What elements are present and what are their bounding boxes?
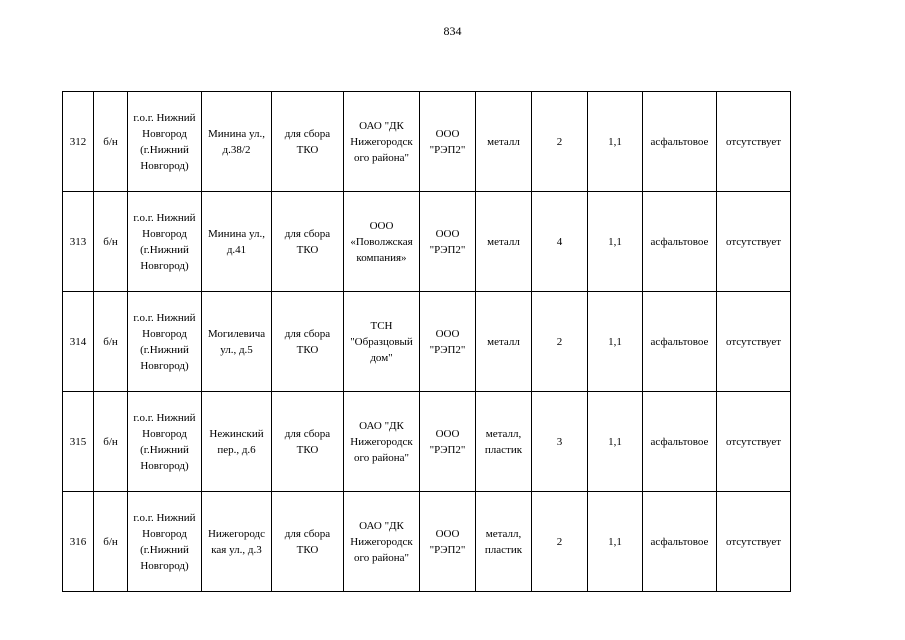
table-row [63,192,791,292]
owner: ОАО "ДК Нижегородск ого района" [344,392,420,492]
service-company: ООО "РЭП2" [420,492,476,592]
container-volume: 1,1 [588,492,643,592]
owner: ТСН "Образцовый дом" [344,292,420,392]
registry-table [62,91,791,592]
table-row [63,492,791,592]
fence-status: отсутствует [717,292,791,392]
table-row [63,292,791,392]
service-company: ООО "РЭП2" [420,92,476,192]
surface-type: асфальтовое [643,392,717,492]
surface-type: асфальтовое [643,492,717,592]
address: Минина ул., д.41 [202,192,272,292]
container-volume: 1,1 [588,392,643,492]
row-number: 313 [63,192,94,292]
locality: г.о.г. Нижний Новгород (г.Нижний Новгород) [128,392,202,492]
locality: г.о.г. Нижний Новгород (г.Нижний Новгород) [128,492,202,592]
surface-type: асфальтовое [643,92,717,192]
purpose: для сбора ТКО [272,492,344,592]
service-company: ООО "РЭП2" [420,392,476,492]
container-count: 2 [532,92,588,192]
owner: ОАО "ДК Нижегородск ого района" [344,492,420,592]
container-count: 3 [532,392,588,492]
locality: г.о.г. Нижний Новгород (г.Нижний Новгород) [128,92,202,192]
site-type: б/н [94,292,128,392]
container-count: 4 [532,192,588,292]
address: Могилевича ул., д.5 [202,292,272,392]
container-material: металл [476,292,532,392]
container-volume: 1,1 [588,92,643,192]
site-type: б/н [94,192,128,292]
row-number: 316 [63,492,94,592]
address: Нежинский пер., д.6 [202,392,272,492]
surface-type: асфальтовое [643,292,717,392]
surface-type: асфальтовое [643,192,717,292]
site-type: б/н [94,492,128,592]
owner: ОАО "ДК Нижегородск ого района" [344,92,420,192]
row-number: 312 [63,92,94,192]
fence-status: отсутствует [717,92,791,192]
container-volume: 1,1 [588,192,643,292]
site-type: б/н [94,92,128,192]
container-material: металл, пластик [476,392,532,492]
owner: ООО «Поволжская компания» [344,192,420,292]
service-company: ООО "РЭП2" [420,292,476,392]
row-number: 315 [63,392,94,492]
fence-status: отсутствует [717,192,791,292]
purpose: для сбора ТКО [272,392,344,492]
container-count: 2 [532,292,588,392]
container-count: 2 [532,492,588,592]
table-row [63,392,791,492]
table-row [63,92,791,192]
fence-status: отсутствует [717,492,791,592]
purpose: для сбора ТКО [272,292,344,392]
locality: г.о.г. Нижний Новгород (г.Нижний Новгород) [128,192,202,292]
fence-status: отсутствует [717,392,791,492]
container-material: металл [476,92,532,192]
container-material: металл, пластик [476,492,532,592]
site-type: б/н [94,392,128,492]
address: Минина ул., д.38/2 [202,92,272,192]
address: Нижегородс кая ул., д.3 [202,492,272,592]
purpose: для сбора ТКО [272,192,344,292]
row-number: 314 [63,292,94,392]
container-material: металл [476,192,532,292]
purpose: для сбора ТКО [272,92,344,192]
page-number: 834 [443,24,462,38]
locality: г.о.г. Нижний Новгород (г.Нижний Новгород) [128,292,202,392]
service-company: ООО "РЭП2" [420,192,476,292]
container-volume: 1,1 [588,292,643,392]
